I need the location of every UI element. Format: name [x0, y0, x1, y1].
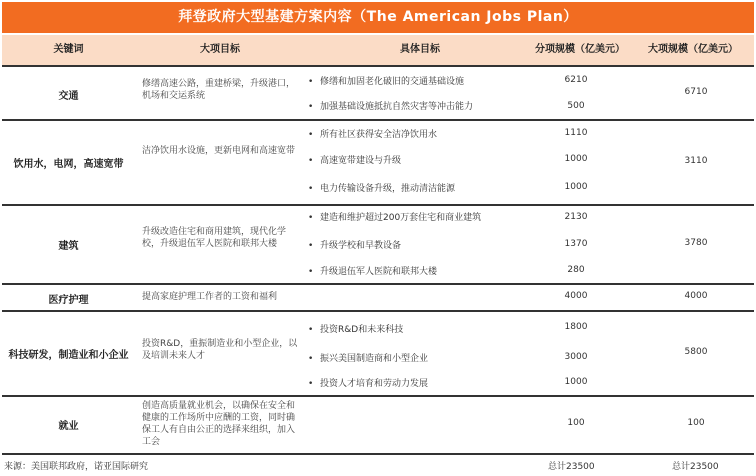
item-text: 升级学校和早教设备 — [320, 241, 402, 251]
row-keyword: 饮用水，电网，高速宽带 — [13, 159, 124, 170]
row-keyword: 交通 — [58, 91, 79, 102]
item-value: 100 — [567, 418, 585, 428]
item-value: 500 — [567, 101, 585, 111]
table-row — [2, 121, 754, 206]
row-total: 100 — [687, 418, 705, 428]
row-total: 3110 — [684, 156, 708, 166]
row-keyword: 科技研发，制造业和小企业 — [8, 350, 129, 361]
item-value: 1370 — [564, 239, 588, 249]
item-text: 投资人才培育和劳动力发展 — [320, 379, 429, 389]
list-item: • 振兴美国制造商和小型企业 — [308, 354, 429, 364]
list-item: • 修缮和加固老化破旧的交通基础设施 — [308, 77, 465, 87]
table-header — [2, 35, 754, 67]
item-text: 电力传输设备升级，推动清洁能源 — [320, 184, 456, 194]
list-item: • 升级退伍军人医院和联邦大楼 — [308, 267, 438, 277]
item-text: 所有社区获得安全洁净饮用水 — [320, 130, 438, 140]
list-item: • 所有社区获得安全洁净饮用水 — [308, 130, 438, 140]
row-keyword: 建筑 — [58, 241, 79, 252]
list-item: • 投资R&D和未来科技 — [308, 325, 404, 335]
item-text: 振兴美国制造商和小型企业 — [320, 354, 429, 364]
item-text: 建造和维护超过200万套住宅和商业建筑 — [320, 213, 482, 223]
list-item: • 电力传输设备升级，推动清洁能源 — [308, 184, 456, 194]
row-goal: 创造高质量就业机会，以确保在安全和健康的工作场所中应酬的工资，同时确保工人有自由公正的选择来组织，加入工会 — [142, 401, 296, 447]
item-text: 修缮和加固老化破旧的交通基础设施 — [320, 77, 465, 87]
row-total: 3780 — [684, 238, 708, 248]
header-sub-scale: 分项规模（亿美元） — [535, 44, 625, 55]
table-row — [2, 67, 754, 121]
row-goal: 提高家庭护理工作者的工资和福利 — [142, 292, 278, 302]
item-value: 1000 — [564, 154, 588, 164]
source-note: 来源：美国联邦政府，诺亚国际研究 — [4, 462, 149, 472]
header-keyword: 关键词 — [53, 44, 84, 55]
table-row — [2, 206, 754, 285]
total-scale-sum: 总计23500 — [672, 462, 719, 472]
header-goal: 大项目标 — [200, 44, 240, 55]
list-item: • 加强基础设施抵抗自然灾害等冲击能力 — [308, 102, 474, 112]
item-value: 1000 — [564, 182, 588, 192]
table-row — [2, 312, 754, 397]
header-specific: 具体目标 — [400, 44, 440, 55]
list-item: • 建造和维护超过200万套住宅和商业建筑 — [308, 213, 482, 223]
item-value: 3000 — [564, 352, 588, 362]
item-value: 1110 — [564, 128, 588, 138]
table-row — [2, 285, 754, 312]
item-value: 2130 — [564, 212, 588, 222]
table-title: 拜登政府大型基建方案内容（The American Jobs Plan） — [2, 2, 754, 33]
item-text: 升级退伍军人医院和联邦大楼 — [320, 267, 438, 277]
item-value: 4000 — [564, 291, 588, 301]
table-row — [2, 397, 754, 455]
row-keyword: 就业 — [58, 421, 79, 432]
row-goal: 洁净饮用水设施，更新电网和高速宽带 — [142, 146, 296, 156]
header-total-scale: 大项规模（亿美元） — [648, 44, 738, 55]
item-text: 加强基础设施抵抗自然灾害等冲击能力 — [320, 102, 474, 112]
row-total: 6710 — [684, 87, 708, 97]
row-total: 5800 — [684, 347, 708, 357]
item-text: 投资R&D和未来科技 — [320, 325, 404, 335]
item-value: 6210 — [564, 75, 588, 85]
item-value: 1800 — [564, 322, 588, 332]
list-item: • 升级学校和早教设备 — [308, 241, 402, 251]
item-value: 280 — [567, 265, 585, 275]
row-goal: 修缮高速公路，重建桥梁，升级港口，机场和交运系统 — [142, 79, 296, 101]
item-text: 高速宽带建设与升级 — [320, 156, 402, 166]
row-goal: 投资R&D，重振制造业和小型企业，以及培训未来人才 — [142, 339, 298, 361]
sub-scale-sum: 总计23500 — [548, 462, 595, 472]
row-total: 4000 — [684, 291, 708, 301]
row-goal: 升级改造住宅和商用建筑，现代化学校，升级退伍军人医院和联邦大楼 — [142, 227, 287, 249]
row-keyword: 医疗护理 — [48, 295, 89, 306]
list-item: • 投资人才培育和劳动力发展 — [308, 379, 429, 389]
item-value: 1000 — [564, 377, 588, 387]
list-item: • 高速宽带建设与升级 — [308, 156, 402, 166]
